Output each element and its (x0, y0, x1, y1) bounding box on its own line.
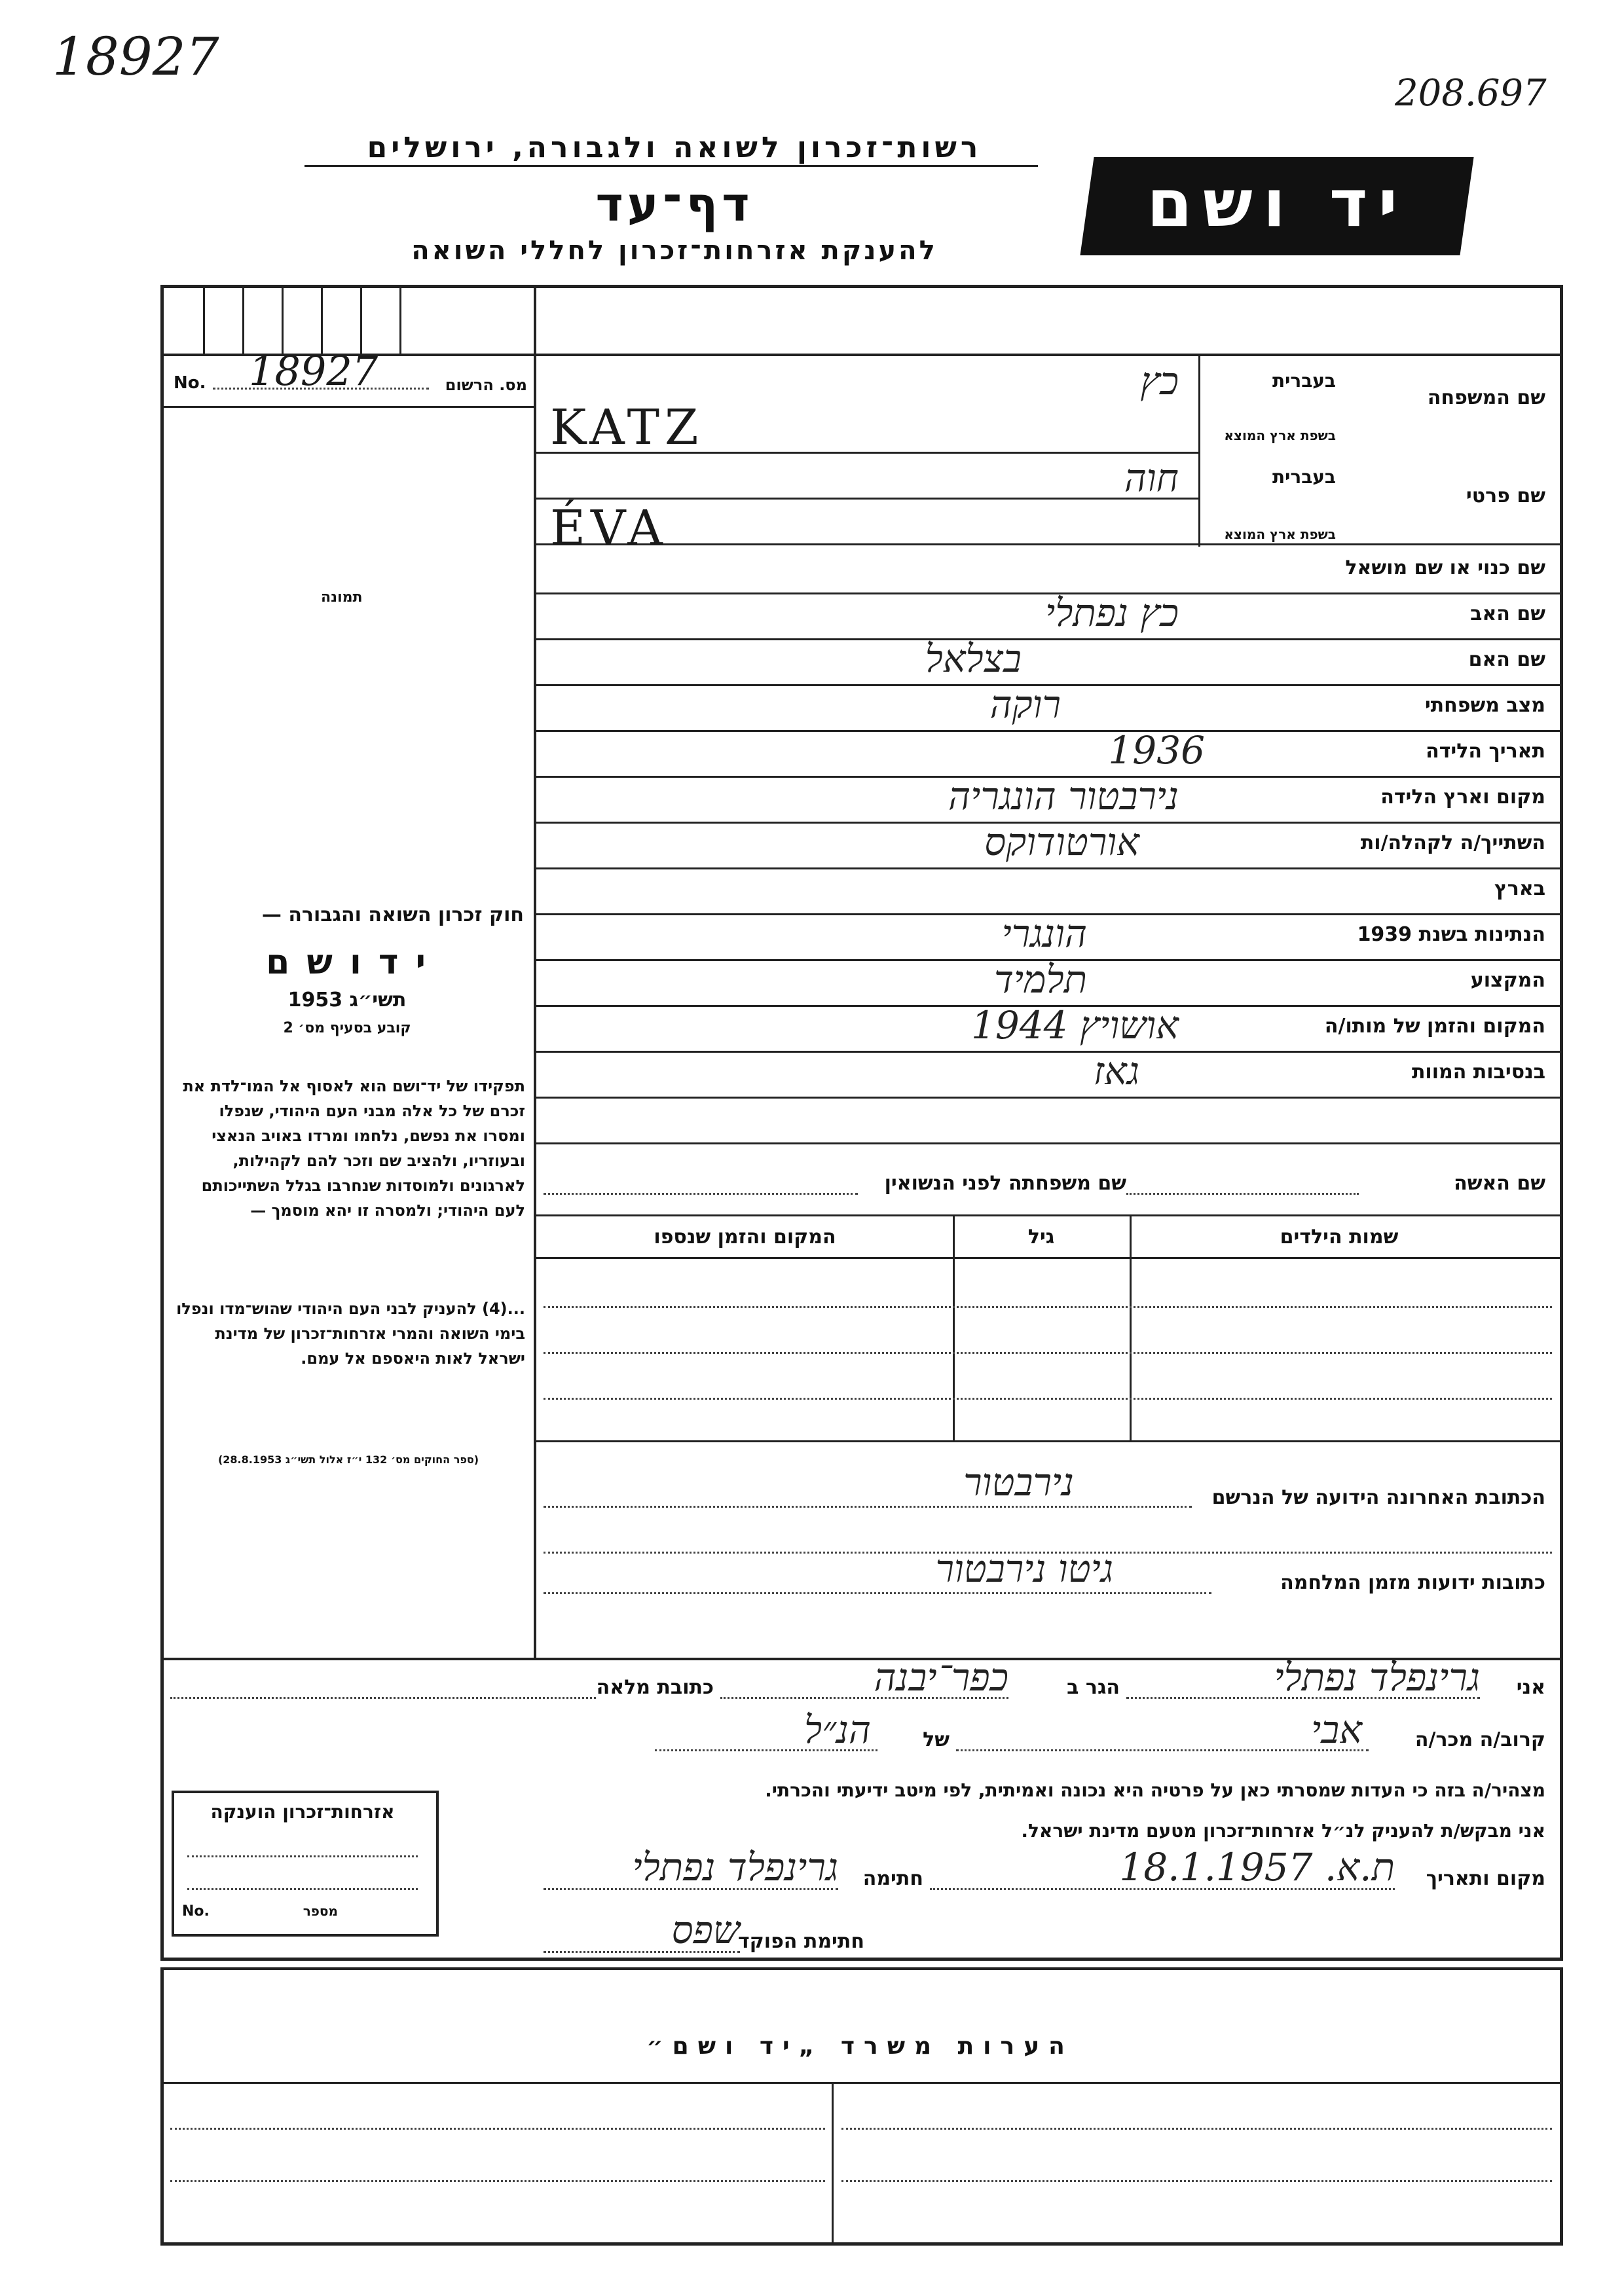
war-address-value: גיטו נירבטור (935, 1546, 1113, 1591)
catalog-number: 208.697 (1395, 72, 1547, 115)
country-label: בארץ (1494, 877, 1545, 900)
registration-label: מס. הרשום (445, 376, 527, 394)
family-name-origin-value: KATZ (550, 399, 704, 456)
law-name: י ד ו ש ם (266, 943, 428, 982)
resides-in-label: הגר ב (1067, 1676, 1120, 1699)
archive-number: 18927 (52, 26, 219, 87)
law-section: קובע בסעיף מס׳ 2 (283, 1020, 411, 1036)
registration-number: 18927 (249, 347, 378, 395)
community-label: השתייך/ה לקהלה/ות (1360, 831, 1545, 854)
citizenship-granted-title: אזרחות־זכרון הוענקה (210, 1801, 395, 1823)
given-name-origin-label: בשפת ארץ המוצא (1224, 526, 1336, 542)
office-notes-frame (160, 1967, 1563, 2246)
place-date-value: ת.א. 18.1.1957 (1119, 1845, 1395, 1889)
law-paragraph-2: ...(4) להעניק לבני העם היהודי שהוש־מדו ונפלו בימי השואה והמרי אזרחות־זכרון של מדינת ישראל לאות היאספם אל עמם. (176, 1300, 525, 1368)
relative-value: אבי (1311, 1707, 1362, 1752)
family-name-label: שם המשפחה (1427, 386, 1545, 409)
birth-date-value: 1936 (1108, 728, 1205, 773)
law-year: תשי״ג 1953 (287, 989, 407, 1011)
declarant-i-label: אני (1516, 1676, 1545, 1699)
officer-signature-label: חתימת הפוקד (738, 1930, 864, 1953)
children-age-header: גיל (1027, 1226, 1055, 1248)
law-title: חוק זכרון השואה והגבורה — (261, 903, 524, 926)
of-value: הנ״ל (803, 1707, 871, 1752)
officer-signature-value: שפס (671, 1908, 740, 1952)
logo-text: יד ושם (1147, 165, 1409, 242)
form-title: דף־עד (595, 177, 754, 232)
signature-value: גרינפלד נפתלי (632, 1845, 838, 1889)
birth-date-label: תאריך הלידה (1426, 740, 1545, 763)
death-place-label: המקום והזמן של מותו/ה (1324, 1015, 1545, 1038)
given-name-hebrew-label: בעברית (1272, 466, 1336, 488)
form-subtitle: להענקת אזרחות־זכרון לחללי השואה (411, 236, 938, 266)
place-date-label: מקום ותאריך (1426, 1867, 1545, 1890)
yad-vashem-logo (1080, 157, 1473, 255)
war-address-label: כתובות ידועות מזמן המלחמה (1280, 1571, 1545, 1594)
death-circumstances-label: בנסיבות המוות (1411, 1061, 1545, 1084)
maiden-name-label: שם משפחתה לפני הנשואין (884, 1172, 1126, 1195)
declaration-statement-1: מצהיר/ה בזה כי העדות שמסרתי כאן על פרטיה היא נכונה ואמיתית, לפי מיטב ידיעתי והכרתי. (765, 1779, 1545, 1801)
declaration-statement-2: אני מבקש/ת להעניק לנ״ל אזרחות־זכרון מטעם מדינת ישראל. (1021, 1820, 1545, 1842)
family-name-hebrew-label: בעברית (1272, 370, 1336, 392)
profession-value: תלמיד (993, 957, 1087, 1002)
authority-title: רשות־זכרון לשואה ולגבורה, ירושלים (367, 131, 982, 164)
marital-status-label: מצב משפחתי (1424, 694, 1545, 717)
given-name-label: שם פרטי (1466, 484, 1545, 507)
declarant-name: גרינפלד נפתלי (1274, 1655, 1480, 1700)
relative-label: קרוב/ה מכר/ה (1414, 1728, 1545, 1751)
children-names-header: שמות הילדים (1280, 1226, 1399, 1248)
law-citation: (ספר החוקים מס׳ 132 י״ז אלול תשי״ג 28.8.1953) (217, 1453, 479, 1466)
given-name-origin-value: ÉVA (550, 500, 668, 556)
family-name-hebrew-value: כץ (1140, 359, 1179, 403)
citizenship-value: הונגרי (1001, 911, 1087, 956)
wife-name-label: שם האשה (1454, 1172, 1545, 1195)
nickname-label: שם כנוי או שם מושאל (1345, 556, 1545, 579)
citizenship-label: הנתינות בשנת 1939 (1357, 923, 1545, 946)
registration-no-label: No. (174, 373, 206, 393)
community-value: אורטודוקס (984, 820, 1139, 864)
resides-in-value: כפר־יבנה (874, 1655, 1008, 1700)
citizenship-granted-no: No. (182, 1903, 210, 1920)
birth-place-value: נירבטור הונגריה (948, 774, 1179, 818)
last-address-value: נירבטור (963, 1460, 1074, 1504)
full-address-label: כתובת מלאה (596, 1676, 714, 1699)
mother-name-value: בצלאל (925, 636, 1022, 681)
photo-label: תמונה (321, 589, 363, 606)
marital-status-value: רוקה (989, 682, 1061, 727)
last-address-label: הכתובת האחרונה הידועה של הנרשם (1211, 1486, 1545, 1509)
of-label: של (923, 1728, 950, 1751)
children-place-header: המקום והזמן שנספו (654, 1226, 836, 1248)
father-name-label: שם האב (1470, 602, 1545, 625)
mother-name-label: שם האם (1468, 648, 1545, 671)
death-place-value: אושויץ 1944 (970, 1003, 1179, 1048)
signature-label: חתימה (862, 1867, 923, 1890)
given-name-hebrew-value: חוה (1124, 456, 1179, 500)
citizenship-granted-box (172, 1791, 439, 1937)
profession-label: המקצוע (1470, 969, 1545, 992)
family-name-origin-label: בשפת ארץ המוצא (1224, 428, 1336, 443)
birth-place-label: מקום וארץ הלידה (1380, 786, 1545, 809)
law-paragraph-1: תפקידו של יד־ושם הוא לאסוף אל המו־לדת את זכרם של כל אלה מבני העם היהודי, שנפלו ומסרו את נפשם, נלחמו ומרדו באויב הנאצי ובעוזריו, ולהציב שם וזכר להם לקהילות, לארגונים ולמוסדות שנחרבו בגלל השתייכותם לעם היהודי; ולמסרה זו יהא מוסמך — (183, 1077, 525, 1220)
office-notes-title: הערות משרד „יד ושם״ (646, 2033, 1074, 2060)
citizenship-granted-number-label: מספר (303, 1903, 338, 1919)
death-circumstances-value: גאז (1093, 1049, 1139, 1093)
father-name-value: כץ נפתלי (1045, 591, 1179, 635)
